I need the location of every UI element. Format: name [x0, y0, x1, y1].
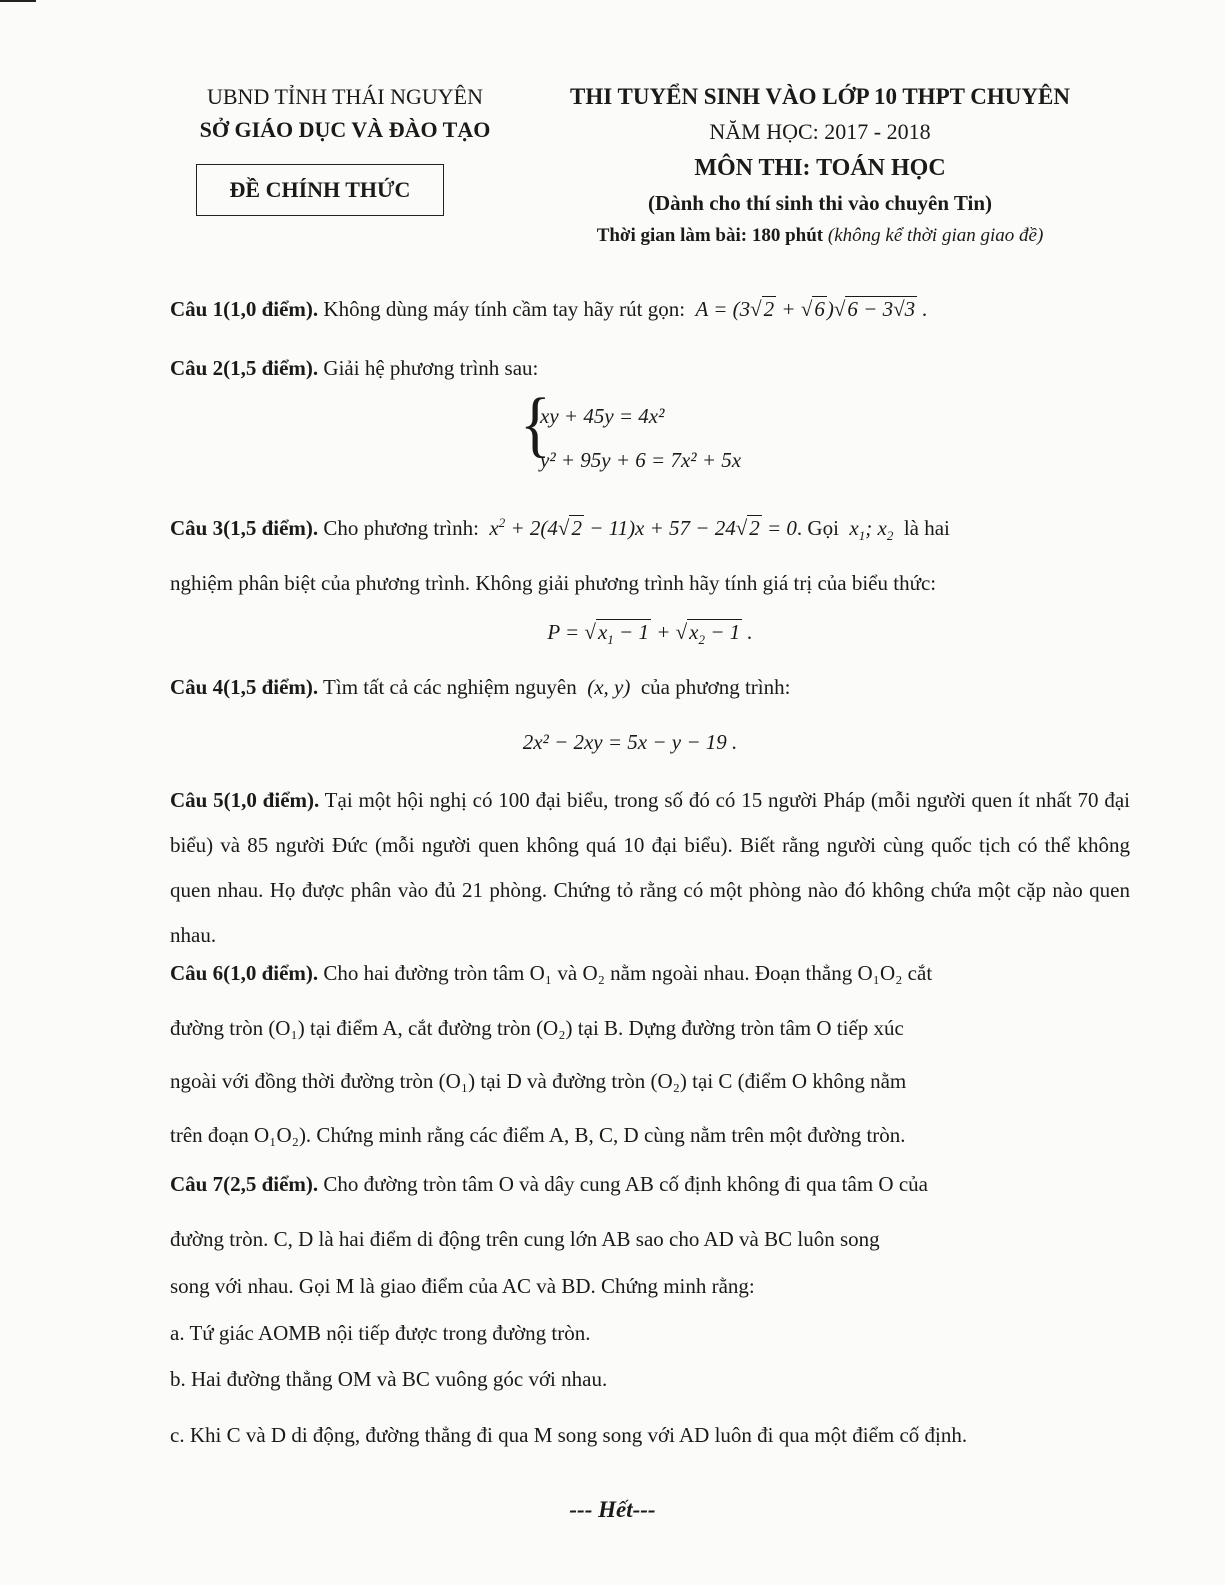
question-6-line-1: Cho hai đường tròn tâm O₁ và O₂ nằm ngoài nhau. Đoạn thẳng O₁O₂ cắt	[323, 961, 933, 985]
time-limit-note: (không kể thời gian giao đề)	[827, 225, 1044, 246]
question-7-label: Câu 7(2,5 điểm).	[170, 1172, 319, 1196]
end-marker: --- Hết---	[569, 1497, 656, 1522]
school-year: NĂM HỌC: 2017 - 2018	[709, 119, 931, 144]
question-3-equation: $x^2 + 2(4√2 - 11)x + 57 - 24√2 = 0$	[484, 515, 797, 540]
subject: MÔN THI: TOÁN HỌC	[694, 155, 946, 181]
header-right	[525, 80, 1115, 252]
org-department: SỞ GIÁO DỤC VÀ ĐÀO TẠO	[199, 117, 491, 142]
question-3-expression: $P = √x_1 - 1 + √x_2 - 1$ .	[547, 620, 753, 648]
header-left	[180, 80, 510, 146]
question-1-text: Không dùng máy tính cầm tay hãy rút gọn:	[323, 297, 686, 321]
question-2-text: Giải hệ phương trình sau:	[323, 356, 539, 380]
question-3-roots: $x_1$; $x_2$	[844, 516, 894, 544]
question-7	[170, 1171, 1130, 1197]
org-province: UBND TỈNH THÁI NGUYÊN	[207, 84, 483, 109]
time-limit-main: Thời gian làm bài: 180 phút	[596, 225, 824, 246]
question-4-text-b: của phương trình:	[640, 675, 791, 699]
question-5	[170, 778, 1130, 958]
question-1-label: Câu 1(1,0 điểm).	[170, 297, 319, 321]
question-3-text-a: Cho phương trình:	[323, 516, 479, 540]
question-3-text-b: . Gọi	[796, 516, 839, 540]
equation-system	[520, 382, 820, 478]
question-3-text-c: là hai	[903, 516, 950, 540]
question-5-label: Câu 5(1,0 điểm).	[170, 788, 320, 812]
question-7-line-1: Cho đường tròn tâm O và dây cung AB cố định không đi qua tâm O của	[323, 1172, 928, 1196]
question-7-part-c: c. Khi C và D di động, đường thẳng đi qua M song song với AD luôn đi qua một điểm cố định.	[170, 1423, 968, 1447]
question-4-label: Câu 4(1,5 điểm).	[170, 675, 319, 699]
question-6-line-2: đường tròn (O₁) tại điểm A, cắt đường tròn (O₂) tại B. Dựng đường tròn tâm O tiếp xúc	[170, 1016, 904, 1040]
question-7-part-a: a. Tứ giác AOMB nội tiếp được trong đường tròn.	[170, 1321, 591, 1345]
question-4	[170, 674, 1130, 700]
question-2-label: Câu 2(1,5 điểm).	[170, 356, 319, 380]
scan-edge-mark	[0, 0, 36, 2]
system-brace: {	[520, 382, 551, 465]
system-eq-2: y² + 95y + 6 = 7x² + 5x	[540, 448, 742, 472]
question-1-formula: A = (3√2 + √6)√6 − 3√3 .	[690, 297, 928, 321]
question-7-part-b: b. Hai đường thẳng OM và BC vuông góc với nhau.	[170, 1367, 608, 1391]
question-1	[170, 296, 1130, 322]
exam-title: THI TUYỂN SINH VÀO LỚP 10 THPT CHUYÊN	[570, 84, 1070, 109]
question-4-equation: 2x² − 2xy = 5x − y − 19 .	[522, 730, 738, 754]
audience: (Dành cho thí sinh thi vào chuyên Tin)	[647, 191, 993, 215]
question-2	[170, 355, 1130, 381]
question-4-pair: (x, y)	[581, 675, 636, 699]
question-4-text-a: Tìm tất cả các nghiệm nguyên	[323, 675, 577, 699]
official-badge: ĐỀ CHÍNH THỨC	[196, 164, 444, 216]
question-5-text: Tại một hội nghị có 100 đại biểu, trong số đó có 15 người Pháp (mỗi người quen ít nhất 70 đại biểu) và 85 người Đức (mỗi người quen không quá 10 đại biểu). Biết rằng người cùng quốc tịch có thể không quen nhau. Họ được phân vào đủ 21 phòng. Chứng tỏ rằng có một phòng nào đó không chứa một cặp nào quen nhau.	[170, 788, 1130, 947]
question-7-line-3: song với nhau. Gọi M là giao điểm của AC và BD. Chứng minh rằng:	[170, 1274, 755, 1298]
question-3-line-2: nghiệm phân biệt của phương trình. Không giải phương trình hãy tính giá trị của biểu thức:	[170, 571, 937, 595]
question-6-line-3: ngoài với đồng thời đường tròn (O₁) tại D và đường tròn (O₂) tại C (điểm O không nằm	[170, 1069, 907, 1093]
question-6	[170, 960, 1130, 986]
question-3-label: Câu 3(1,5 điểm).	[170, 516, 319, 540]
question-6-label: Câu 6(1,0 điểm).	[170, 961, 319, 985]
question-3	[170, 510, 1130, 549]
time-limit	[525, 220, 1115, 252]
question-7-line-2: đường tròn. C, D là hai điểm di động trên cung lớn AB sao cho AD và BC luôn song	[170, 1227, 880, 1251]
question-6-line-4: trên đoạn O₁O₂). Chứng minh rằng các điểm A, B, C, D cùng nằm trên một đường tròn.	[170, 1123, 906, 1147]
system-eq-1: xy + 45y = 4x²	[540, 404, 665, 428]
